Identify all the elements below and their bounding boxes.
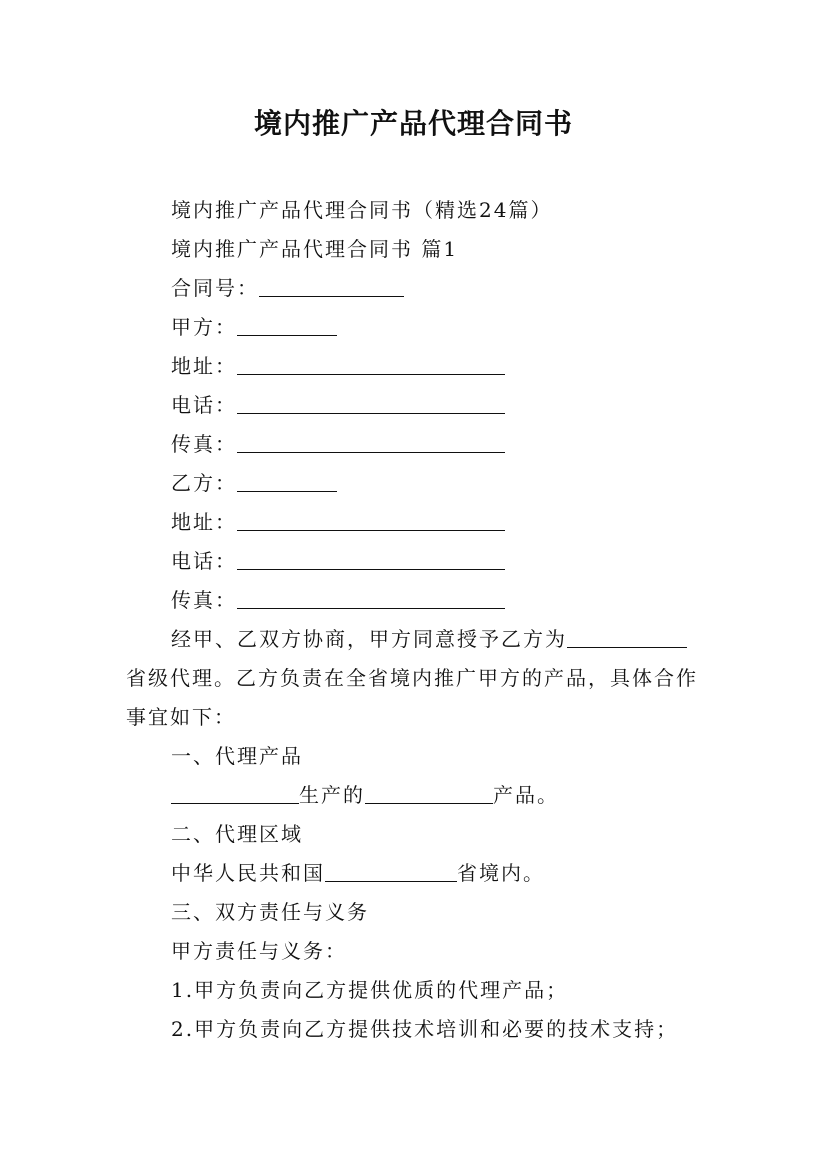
clause-1-mid-text: 生产的 [299, 783, 365, 807]
clause-1-text [126, 776, 706, 815]
party-b-fax-blank [237, 586, 505, 609]
document-title: 境内推广产品代理合同书 [253, 107, 573, 140]
clause-1-heading: 一、代理产品 [171, 744, 303, 768]
clause-2-start-text: 中华人民共和国 [171, 861, 325, 885]
party-a-duties-heading: 甲方责任与义务： [171, 939, 347, 963]
contract-number-label: 合同号： [171, 276, 259, 300]
party-a-phone-blank [237, 391, 505, 414]
party-b-blank [237, 469, 337, 492]
party-b-address-line [126, 503, 706, 542]
product-blank [365, 781, 493, 804]
province-blank [325, 859, 457, 882]
intro-paragraph [126, 620, 706, 737]
party-a-blank [237, 313, 337, 336]
party-a-phone-line [126, 386, 706, 425]
party-b-label: 乙方： [171, 471, 237, 495]
party-a-fax-label: 传真： [171, 432, 237, 456]
party-b-fax-label: 传真： [171, 588, 237, 612]
contract-number-line [126, 269, 706, 308]
clause-2-heading: 二、代理区域 [171, 822, 303, 846]
party-a-address-blank [237, 352, 505, 375]
party-a-label: 甲方： [171, 315, 237, 339]
document-body [126, 191, 706, 1049]
party-b-phone-label: 电话： [171, 549, 237, 573]
authorized-region-blank [567, 625, 687, 648]
intro-text-end: 省级代理。乙方负责在全省境内推广甲方的产品，具体合作事宜如下： [126, 666, 698, 729]
contract-number-blank [259, 274, 404, 297]
party-a-line [126, 308, 706, 347]
document-subtitle: 境内推广产品代理合同书（精选24篇） [171, 198, 553, 222]
duty-item-1: 1.甲方负责向乙方提供优质的代理产品； [171, 978, 569, 1002]
clause-1-end-text: 产品。 [493, 783, 559, 807]
duty-item-2: 2.甲方负责向乙方提供技术培训和必要的技术支持； [171, 1017, 679, 1041]
party-b-address-label: 地址： [171, 510, 237, 534]
clause-2-end-text: 省境内。 [457, 861, 545, 885]
party-b-phone-line [126, 542, 706, 581]
party-b-phone-blank [237, 547, 505, 570]
party-a-phone-label: 电话： [171, 393, 237, 417]
intro-text-start: 经甲、乙双方协商，甲方同意授予乙方为 [171, 627, 567, 651]
clause-2-text [126, 854, 706, 893]
party-b-address-blank [237, 508, 505, 531]
party-b-line [126, 464, 706, 503]
party-a-fax-blank [237, 430, 505, 453]
manufacturer-blank [171, 781, 299, 804]
party-a-fax-line [126, 425, 706, 464]
party-a-address-label: 地址： [171, 354, 237, 378]
party-a-address-line [126, 347, 706, 386]
section-heading: 境内推广产品代理合同书 篇1 [171, 237, 459, 261]
party-b-fax-line [126, 581, 706, 620]
clause-3-heading: 三、双方责任与义务 [171, 900, 369, 924]
